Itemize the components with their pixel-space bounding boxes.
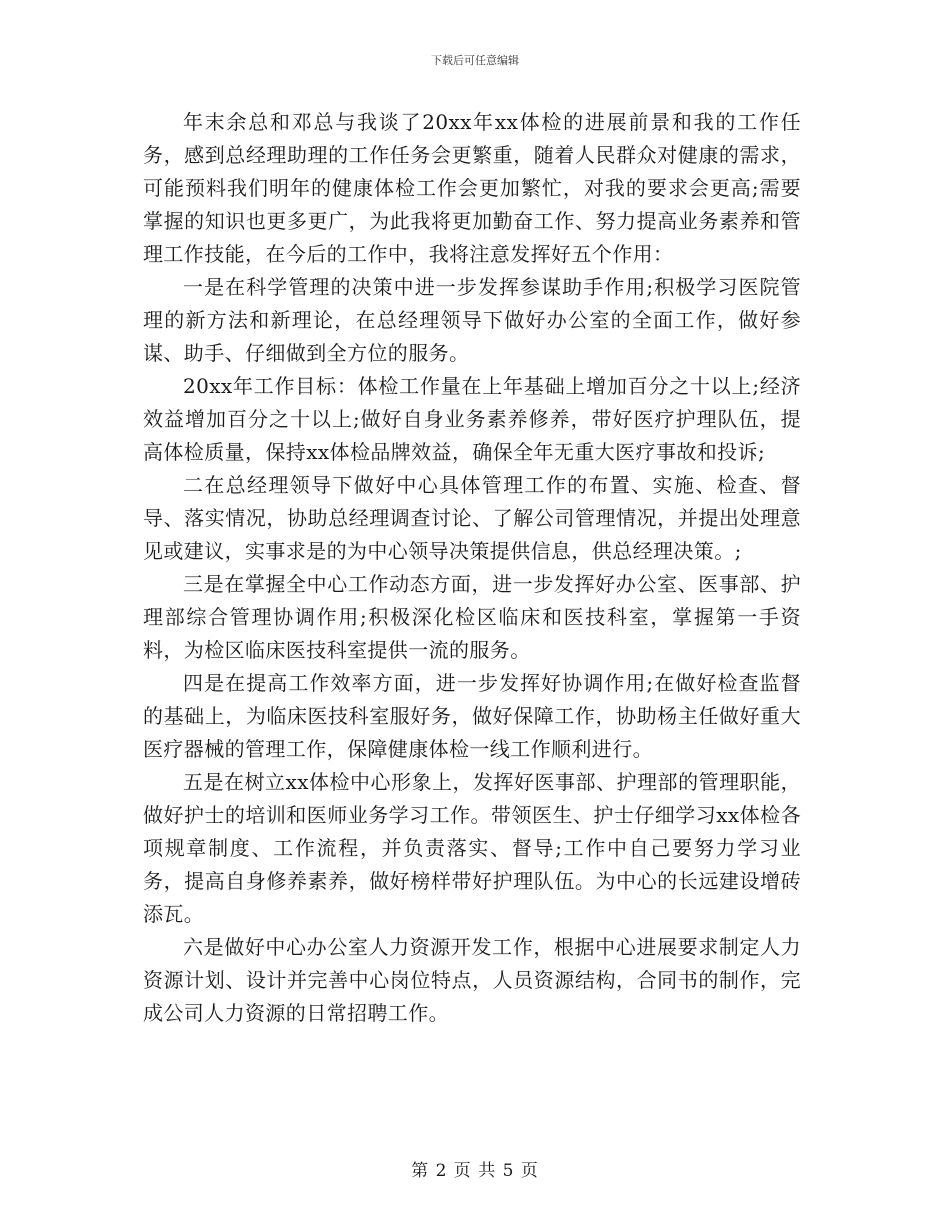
paragraph-item-5: 五是在树立xx体检中心形象上，发挥好医事部、护理部的管理职能，做好护士的培训和医师业务学习工作。带领医生、护士仔细学习xx体检各项规章制度、工作流程，并负责落实、督导;工作中自己要努力学习业务，提高自身修养素养，做好榜样带好护理队伍。为中心的长远建设增砖添瓦。 bbox=[143, 770, 801, 926]
paragraph-item-1: 一是在科学管理的决策中进一步发挥参谋助手作用;积极学习医院管理的新方法和新理论，在总经理领导下做好办公室的全面工作，做好参谋、助手、仔细做到全方位的服务。 bbox=[143, 275, 801, 365]
paragraph-item-2: 二在总经理领导下做好中心具体管理工作的布置、实施、检查、督导、落实情况，协助总经理调查讨论、了解公司管理情况，并提出处理意见或建议，实事求是的为中心领导决策提供信息，供总经理决策。; bbox=[143, 473, 801, 563]
paragraph-item-4: 四是在提高工作效率方面，进一步发挥好协调作用;在做好检查监督的基础上，为临床医技科室服好务，做好保障工作，协助杨主任做好重大医疗器械的管理工作，保障健康体检一线工作顺利进行。 bbox=[143, 671, 801, 761]
paragraph-intro: 年末余总和邓总与我谈了20xx年xx体检的进展前景和我的工作任务，感到总经理助理的工作任务会更繁重，随着人民群众对健康的需求，可能预料我们明年的健康体检工作会更加繁忙，对我的要求会更高;需要掌握的知识也更多更广，为此我将更加勤奋工作、努力提高业务素养和管理工作技能，在今后的工作中，我将注意发挥好五个作用： bbox=[143, 110, 801, 266]
paragraph-item-6: 六是做好中心办公室人力资源开发工作，根据中心进展要求制定人力资源计划、设计并完善中心岗位特点，人员资源结构，合同书的制作，完成公司人力资源的日常招聘工作。 bbox=[143, 935, 801, 1025]
paragraph-item-3: 三是在掌握全中心工作动态方面，进一步发挥好办公室、医事部、护理部综合管理协调作用;积极深化检区临床和医技科室，掌握第一手资料，为检区临床医技科室提供一流的服务。 bbox=[143, 572, 801, 662]
document-body bbox=[143, 106, 801, 1030]
paragraph-goals: 20xx年工作目标：体检工作量在上年基础上增加百分之十以上;经济效益增加百分之十以上;做好自身业务素养修养，带好医疗护理队伍，提高体检质量，保持xx体检品牌效益，确保全年无重大医疗事故和投诉; bbox=[143, 374, 801, 464]
page-number: 第 2 页 共 5 页 bbox=[411, 1161, 539, 1181]
page-header: 下载后可任意编辑 bbox=[431, 54, 519, 67]
